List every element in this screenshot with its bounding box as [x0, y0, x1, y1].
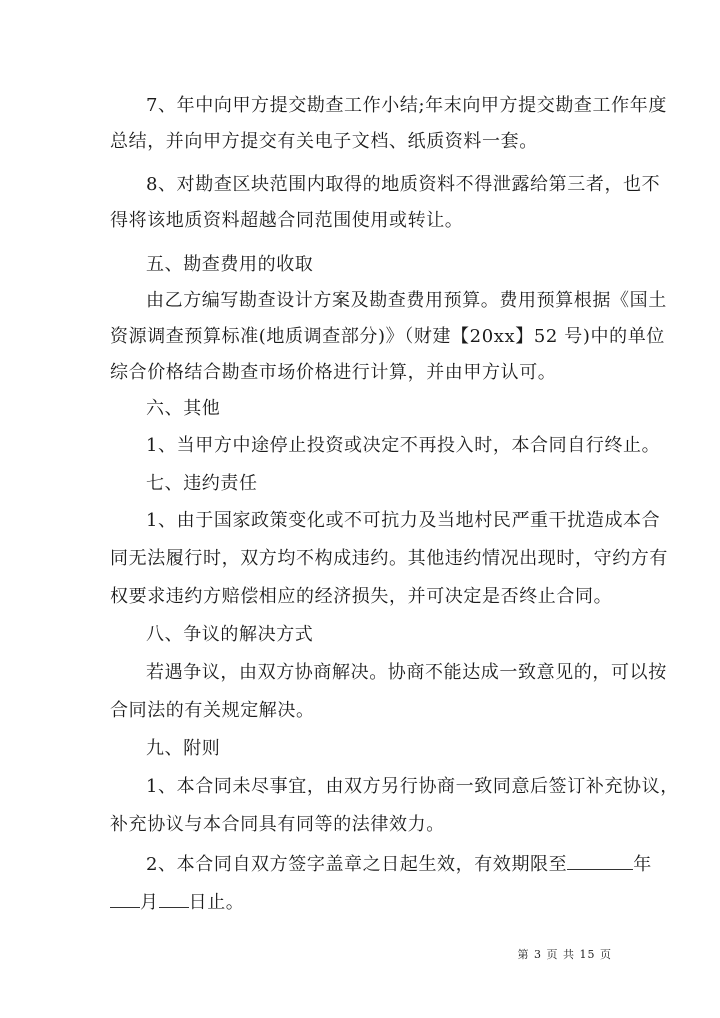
section-heading: 七、违约责任: [146, 473, 258, 494]
paragraph-line: 7、年中向甲方提交勘查工作小结;年末向甲方提交勘查工作年度: [146, 95, 667, 116]
paragraph-line: 同无法履行时，双方均不构成违约。其他违约情况出现时，守约方有: [110, 548, 668, 569]
clause-text: 2、本合同自双方签字盖章之日起生效，有效期限至: [146, 854, 568, 875]
clause-text-day: 日止。: [188, 892, 245, 913]
paragraph-line: [146, 853, 666, 876]
fill-blank-year: [567, 853, 633, 870]
paragraph-line: 1、本合同未尽事宜，由双方另行协商一致同意后签订补充协议，: [146, 776, 679, 797]
paragraph-line: 补充协议与本合同具有同等的法律效力。: [110, 814, 445, 835]
section-heading: 六、其他: [146, 398, 221, 419]
paragraph-line: 由乙方编写勘查设计方案及勘查费用预算。费用预算根据《国土: [146, 290, 667, 311]
paragraph-line: 资源调查预算标准(地质调查部分)》（财建【20xx】52 号)中的单位: [110, 326, 665, 347]
section-heading: 五、勘查费用的收取: [146, 254, 314, 275]
paragraph-line: 合同法的有关规定解决。: [110, 700, 315, 721]
paragraph-line: 8、对勘查区块范围内取得的地质资料不得泄露给第三者，也不: [146, 174, 661, 195]
clause-text-month: 月: [140, 892, 159, 913]
paragraph-line: 总结，并向甲方提交有关电子文档、纸质资料一套。: [110, 131, 538, 152]
fill-blank-day: [159, 891, 189, 908]
paragraph-line: 1、由于国家政策变化或不可抗力及当地村民严重干扰造成本合: [146, 510, 661, 531]
fill-blank-month: [110, 891, 140, 908]
paragraph-line: 得将该地质资料超越合同范围使用或转让。: [110, 210, 464, 231]
paragraph-line: 若遇争议，由双方协商解决。协商不能达成一致意见的，可以按: [146, 662, 667, 683]
paragraph-line: 1、当甲方中途停止投资或决定不再投入时，本合同自行终止。: [146, 435, 661, 456]
paragraph-line: 综合价格结合勘查市场价格进行计算，并由甲方认可。: [110, 362, 557, 383]
section-heading: 九、附则: [146, 738, 221, 759]
paragraph-line: [110, 891, 630, 914]
paragraph-line: 权要求违约方赔偿相应的经济损失，并可决定是否终止合同。: [110, 586, 613, 607]
section-heading: 八、争议的解决方式: [146, 624, 314, 645]
clause-text-year: 年: [633, 854, 652, 875]
page-number-footer: 第 3 页 共 15 页: [517, 948, 612, 961]
